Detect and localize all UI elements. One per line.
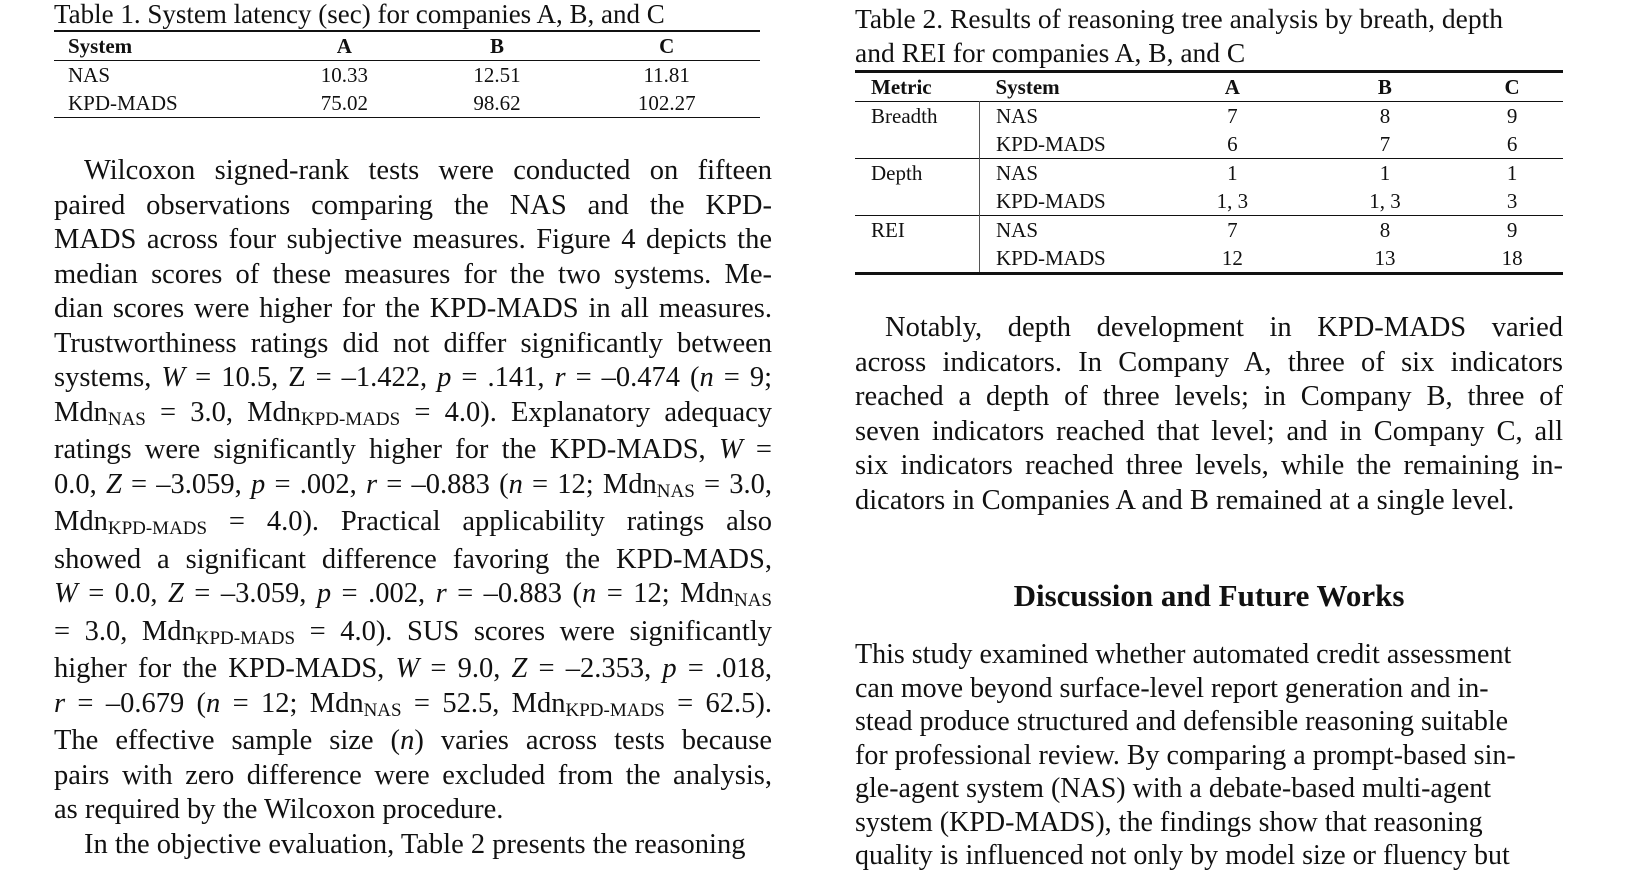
table1-cell-c: 11.81 [643,63,690,87]
text-line: paired observations comparing the NAS and the KPD- [54,189,772,221]
table2-cell-c: 9 [1506,218,1518,242]
table2-header-a: A [1224,75,1240,99]
table1-header-row [54,31,760,61]
table2-cell-a: 7 [1227,218,1238,242]
table-row [855,159,1563,188]
table2-cell-a: 1, 3 [1216,189,1249,213]
table2-cell-system: KPD-MADS [996,189,1106,213]
table2-cell-b: 8 [1379,218,1391,242]
table2-metric-rei: REI [855,216,980,245]
text-line: Wilcoxon signed-rank tests were conducted on fifteen [84,155,772,186]
table-row [855,187,1563,216]
text-line: showed a significant difference favoring the KPD-MADS, [54,543,772,575]
text-line: system (KPD-MADS), the findings show that reasoning [855,806,1483,838]
discussion-paragraph [855,638,1563,873]
table2-header-metric: Metric [871,75,932,99]
table2-cell-b: 1, 3 [1369,189,1401,213]
text-line: 0.0, Z = –3.059, p = .002, r = –0.883 (n = 12; Mdn$_{NAS}$ = 3.0, [54,468,773,502]
table2-cell-system: NAS [996,104,1039,128]
text-line: In the objective evaluation, Table 2 presents the reasoning [84,828,746,860]
table1-cell-a: 75.02 [320,91,368,115]
table-row [855,130,1563,159]
text-line: MADS across four subjective measures. Figure 4 depicts the [54,224,772,255]
text-line: = 3.0, Mdn$_{KPD-MADS}$ = 4.0). SUS scores were significantly [54,615,772,649]
text-line: stead produce structured and defensible reasoning suitable [855,706,1509,737]
table-row [54,89,760,118]
table1-latency [54,30,760,118]
table1-cell-c: 102.27 [637,91,696,115]
table1-cell-b: 12.51 [473,63,521,87]
depth-paragraph [855,311,1563,518]
text-line: across indicators. In Company A, three of six indicators [855,346,1563,378]
text-line: Mdn$_{KPD-MADS}$ = 4.0). Practical applicability ratings also [54,506,772,539]
table2-metric-empty [855,187,980,216]
table2-cell-b: 8 [1379,104,1391,128]
text-line: pairs with zero difference were excluded from the analysis, [54,759,772,791]
table1-cell-system: NAS [68,63,111,87]
text-line: seven indicators reached that level; and in Company C, all [855,415,1563,447]
table2-metric-empty [855,130,980,159]
table2-cell-system: NAS [996,218,1039,242]
table2-cell-a: 12 [1221,246,1243,270]
text-line: dian scores were higher for the KPD-MADS in all measures. [54,293,772,324]
table2-cell-c: 9 [1506,104,1518,128]
table1-header-system: System [68,34,133,58]
text-line: dicators in Companies A and B remained at a single level. [855,484,1515,516]
table2-metric-depth: Depth [855,159,980,188]
table2-cell-c: 6 [1506,132,1518,156]
text-line: Trustworthiness ratings did not differ significantly between [54,327,772,359]
table2-cell-b: 7 [1379,132,1391,156]
text-line: higher for the KPD-MADS, W = 9.0, Z = –2.353, p = .018, [54,653,773,684]
table1-header-c: C [659,34,675,58]
table2-cell-b: 13 [1374,246,1396,270]
table2-caption: Table 2. Results of reasoning tree analysis by breath, depth and REI for companies A, B, and C [855,3,1503,68]
text-line: systems, W = 10.5, Z = –1.422, p = .141, r = –0.474 (n = 9; [54,362,772,393]
text-line: can move beyond surface-level report generation and in- [855,672,1489,704]
text-line: ratings were significantly higher for the KPD-MADS, W = [54,434,772,465]
table2-header-b: B [1377,75,1392,99]
table-row [855,244,1563,274]
table1-caption: Table 1. System latency (sec) for companies A, B, and C [54,0,665,29]
text-line: This study examined whether automated credit assessment [855,639,1512,670]
table2-reasoning-tree [855,70,1563,275]
table2-cell-c: 1 [1506,161,1518,185]
table1-header-b: B [490,34,505,58]
right-column [855,0,1563,873]
table2-cell-system: KPD-MADS [996,132,1106,156]
table1-cell-b: 98.62 [473,91,521,115]
text-line: Notably, depth development in KPD-MADS varied [885,312,1563,343]
table2-cell-c: 18 [1501,246,1523,270]
table-row [855,216,1563,245]
table2-header-row [855,72,1563,102]
text-line: W = 0.0, Z = –3.059, p = .002, r = –0.883 (n = 12; Mdn$_{NAS}$ [54,578,772,611]
table2-cell-a: 7 [1227,104,1238,128]
table2-metric-empty [855,244,980,274]
text-line: for professional review. By comparing a prompt-based sin- [855,739,1516,771]
text-line: The effective sample size (n) varies across tests because [54,725,772,756]
text-line: quality is influenced not only by model size or fluency but [855,840,1510,871]
table2-header-c: C [1504,75,1520,99]
left-column [54,0,774,862]
table2-header-system: System [995,75,1060,99]
text-line: r = –0.679 (n = 12; Mdn$_{NAS}$ = 52.5, Mdn$_{KPD-MADS}$ = 62.5). [54,687,772,721]
table2-cell-a: 1 [1227,161,1238,185]
text-line: six indicators reached three levels, while the remaining in- [855,450,1563,481]
table1-cell-system: KPD-MADS [68,91,178,115]
table2-cell-c: 3 [1506,189,1518,213]
table1-cell-a: 10.33 [320,63,368,87]
table-row [54,61,760,90]
table2-cell-system: NAS [996,161,1039,185]
text-line: gle-agent system (NAS) with a debate-based multi-agent [855,773,1492,804]
table-row [855,102,1563,131]
text-line: median scores of these measures for the two systems. Me- [54,258,772,290]
text-line: reached a depth of three levels; in Company B, three of [855,381,1563,412]
text-line: as required by the Wilcoxon procedure. [54,794,504,825]
table2-cell-b: 1 [1379,161,1391,185]
table2-metric-breadth: Breadth [855,102,980,131]
wilcoxon-paragraph [54,154,772,862]
table1-header-a: A [336,34,352,58]
section-heading-discussion: Discussion and Future Works [1013,578,1405,613]
text-line: Mdn$_{NAS}$ = 3.0, Mdn$_{KPD-MADS}$ = 4.0). Explanatory adequacy [54,396,772,430]
table2-cell-system: KPD-MADS [996,246,1106,270]
table2-cell-a: 6 [1227,132,1238,156]
